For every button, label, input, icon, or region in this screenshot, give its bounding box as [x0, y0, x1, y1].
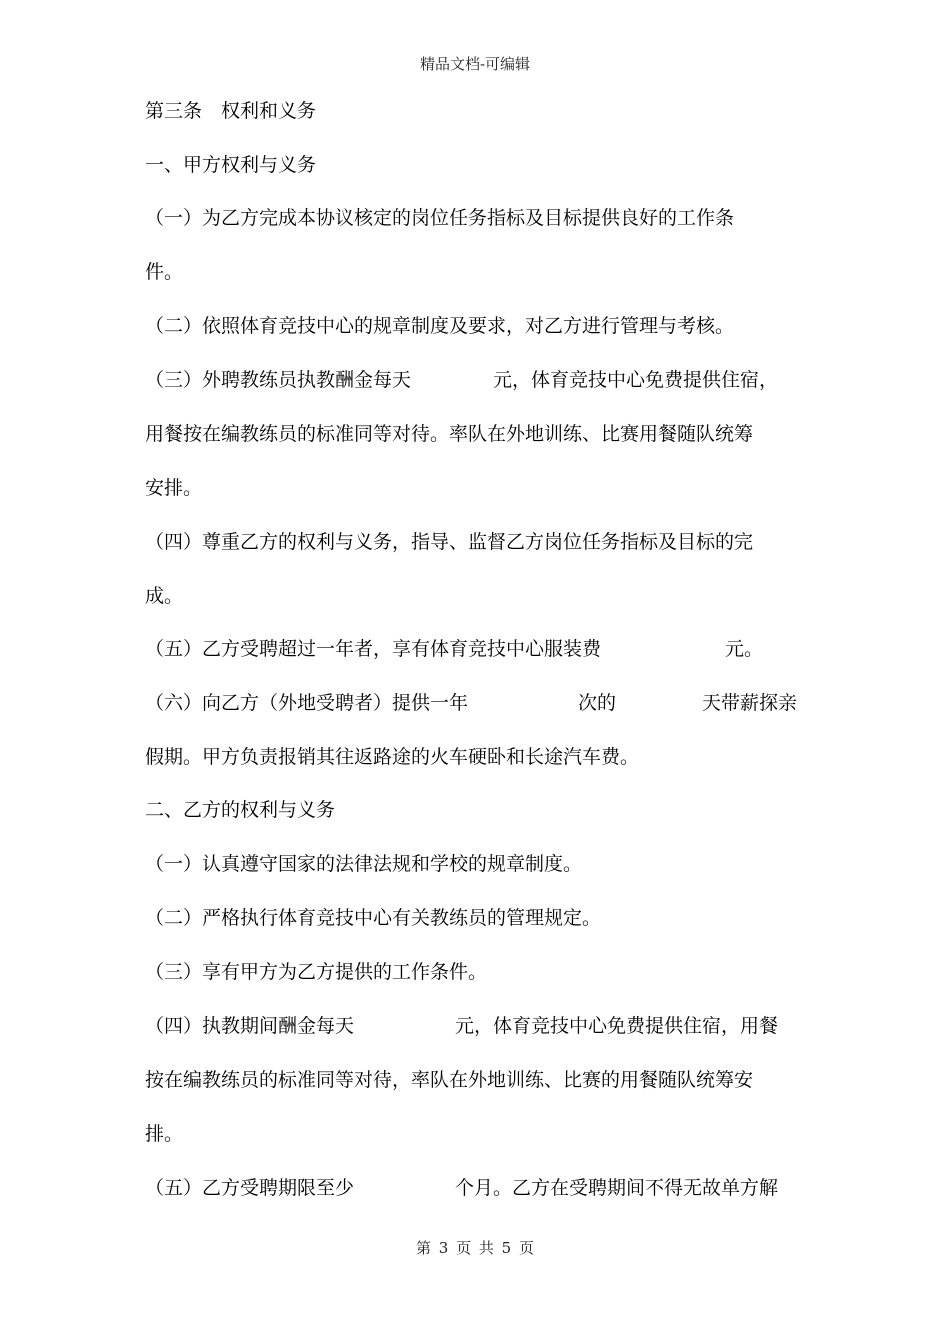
- section-b-item5-line1: [145, 1176, 825, 1200]
- section-a-heading: 一、甲方权利与义务: [145, 154, 317, 176]
- section-b-item5-part1: （五）乙方受聘期限至少: [145, 1177, 355, 1199]
- section-b-item3: （三）享有甲方为乙方提供的工作条件。: [145, 961, 488, 983]
- section-a-item4-line2: 成。: [145, 585, 184, 607]
- section-a-item5: [145, 637, 825, 661]
- section-a-item2: （二）依照体育竞技中心的规章制度及要求，对乙方进行管理与考核。: [145, 315, 735, 337]
- section-a-item6-part3: 天带薪探亲: [702, 692, 798, 714]
- section-a-item6-line2: 假期。甲方负责报销其往返路途的火车硬卧和长途汽车费。: [145, 746, 640, 768]
- section-a-item3-line2: 用餐按在编教练员的标准同等对待。率队在外地训练、比赛用餐随队统筹: [145, 423, 754, 445]
- page-footer: 第 3 页 共 5 页: [416, 1239, 534, 1257]
- section-a-item3-line1: [145, 368, 778, 392]
- section-a-item6-part1: （六）向乙方（外地受聘者）提供一年: [145, 692, 469, 714]
- page-header: 精品文档-可编辑: [419, 55, 531, 73]
- section-a-item5-part1: （五）乙方受聘超过一年者，享有体育竞技中心服装费: [145, 638, 602, 660]
- section-a-item5-part2: 元。: [725, 638, 764, 660]
- section-b-item4-line2: 按在编教练员的标准同等对待，率队在外地训练、比赛的用餐随队统筹安: [145, 1069, 754, 1091]
- section-b-item1: （一）认真遵守国家的法律法规和学校的规章制度。: [145, 853, 583, 875]
- section-a-item6-part2: 次的: [578, 692, 617, 714]
- section-b-item4-line3: 排。: [145, 1123, 184, 1145]
- section-b-heading: 二、乙方的权利与义务: [145, 799, 336, 821]
- section-a-item3-part2: 元，体育竞技中心免费提供住宿，: [493, 369, 779, 391]
- section-a-item6-line1: [145, 691, 825, 715]
- section-b-item4-line1: [145, 1014, 825, 1038]
- article-title: 第三条 权利和义务: [145, 100, 317, 122]
- section-a-item3-line3: 安排。: [145, 477, 203, 499]
- section-a-item1-line2: 件。: [145, 261, 184, 283]
- section-a-item4-line1: （四）尊重乙方的权利与义务，指导、监督乙方岗位任务指标及目标的完: [145, 531, 754, 553]
- section-b-item4-part1: （四）执教期间酬金每天: [145, 1015, 355, 1037]
- section-a-item3-part1: （三）外聘教练员执教酬金每天: [145, 369, 412, 391]
- section-b-item2: （二）严格执行体育竞技中心有关教练员的管理规定。: [145, 907, 602, 929]
- section-a-item1-line1: （一）为乙方完成本协议核定的岗位任务指标及目标提供良好的工作条: [145, 207, 735, 229]
- section-b-item4-part2: 元，体育竞技中心免费提供住宿，用餐: [455, 1015, 779, 1037]
- section-b-item5-part2: 个月。乙方在受聘期间不得无故单方解: [455, 1177, 779, 1199]
